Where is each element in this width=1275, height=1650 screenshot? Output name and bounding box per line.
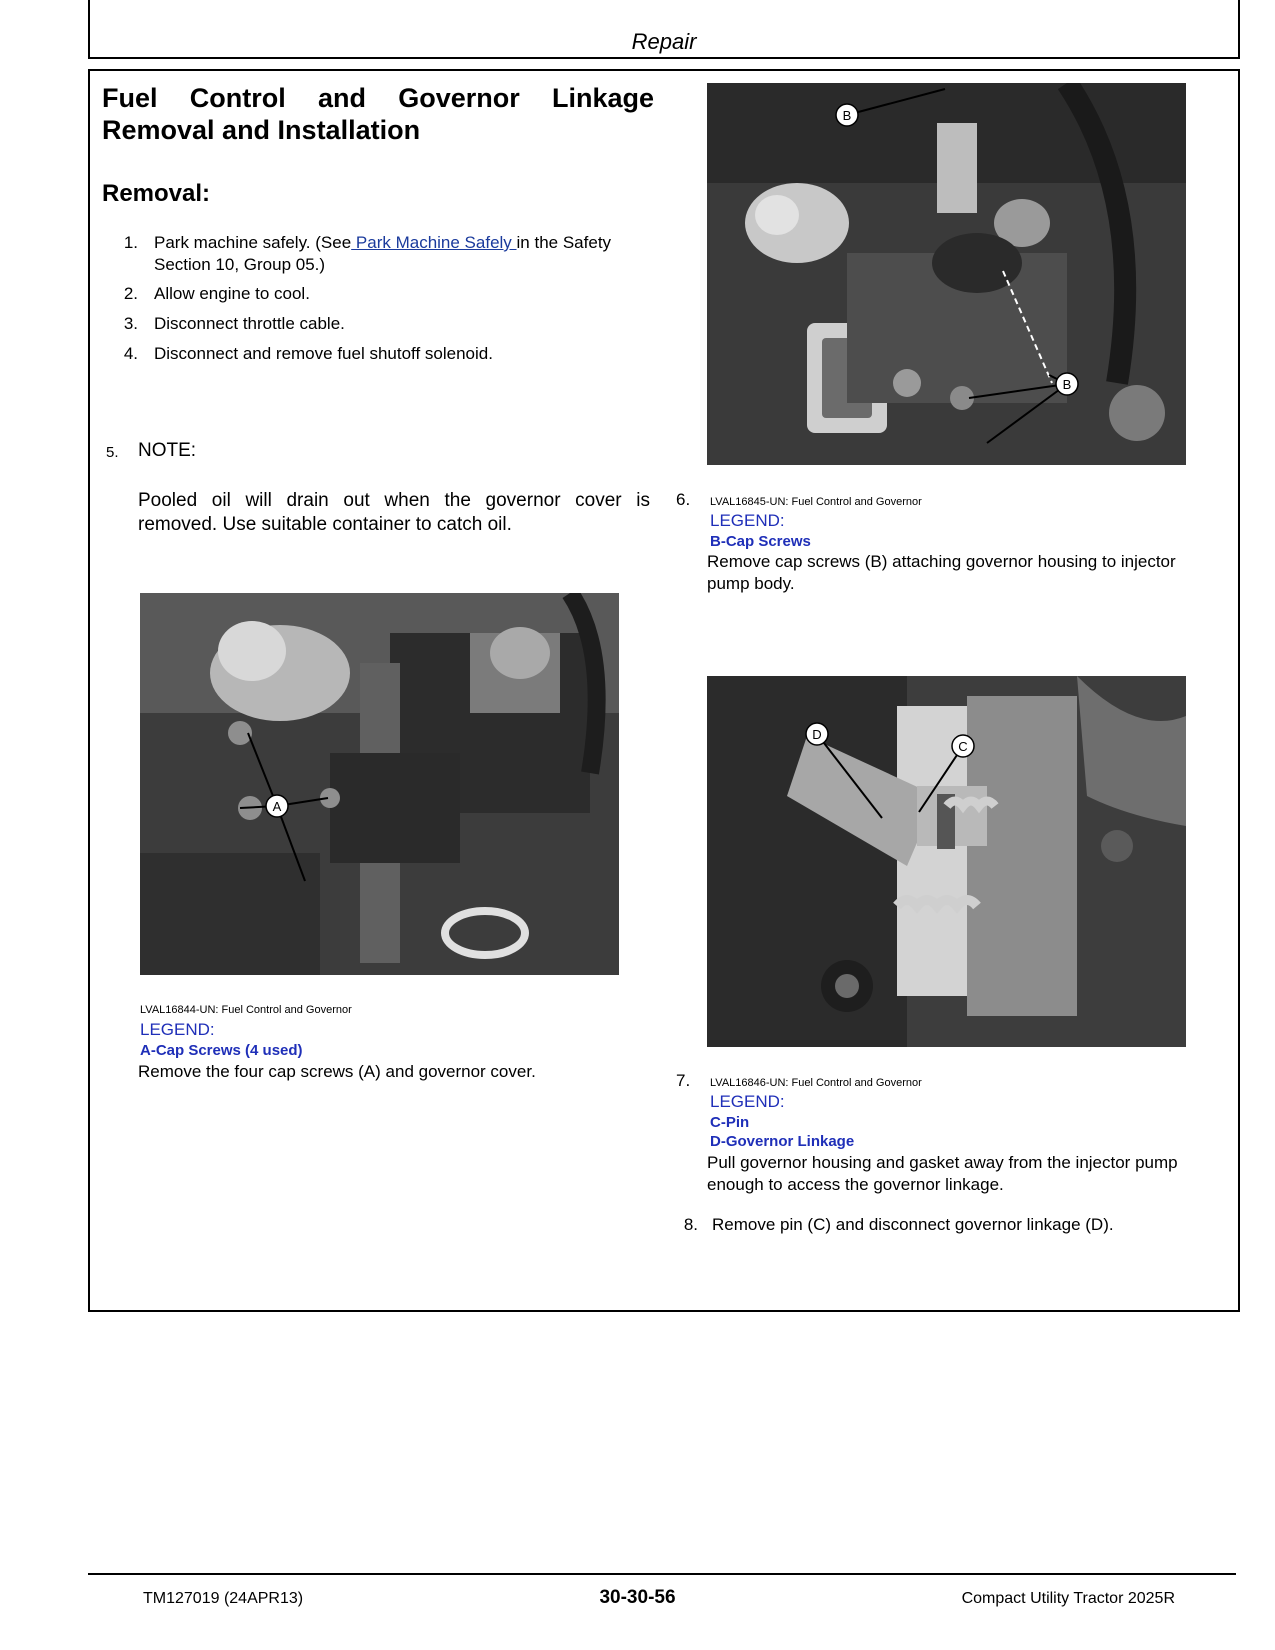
note-text: Pooled oil will drain out when the governor cover is removed. Use suitable container to catch oil. [138,490,650,535]
engine-photo-c [707,676,1186,1047]
page-header [88,0,1240,59]
callout-c: C [958,739,968,754]
figure-c-legend-item-c: C-Pin [710,1114,750,1131]
engine-photo-b [707,83,1186,465]
callout-a: A [272,799,282,814]
step-1 [112,232,652,278]
figure-c-caption-id: LVAL16846-UN: Fuel Control and Governor [710,1077,922,1089]
step-8: 8. Remove pin (C) and disconnect governor linkage (D). [683,1215,1114,1234]
engine-photo-a [140,593,619,975]
figure-c-legend-title: LEGEND: [710,1092,785,1111]
figure-b-caption-id: LVAL16845-UN: Fuel Control and Governor [710,496,922,508]
note-label: NOTE: [138,440,197,461]
footer-page-number: 30-30-56 [599,1587,676,1608]
footer-doc-id: TM127019 (24APR13) [143,1590,304,1607]
figure-b-legend-item: B-Cap Screws [710,533,811,550]
figure-c-legend-item-d: D-Governor Linkage [710,1133,855,1150]
figure-b-description: Remove cap screws (B) attaching governor housing to injector pump body. [707,552,1176,593]
section-title: Repair [631,29,697,54]
figure-c-description: Pull governor housing and gasket away from the injector pump enough to access the governor linkage. [707,1153,1178,1194]
step-2: 2. Allow engine to cool. [123,284,310,303]
park-machine-safely-link[interactable]: Park Machine Safely [351,233,517,252]
figure-b-legend-title: LEGEND: [710,511,785,530]
step-3: 3. Disconnect throttle cable. [123,314,345,333]
footer-product: Compact Utility Tractor 2025R [961,1590,1175,1607]
figure-a-description: Remove the four cap screws (A) and governor cover. [138,1062,536,1081]
step-number: 1. [123,233,138,252]
step-text: Park machine safely. (See Park Machine Safely in the Safety Section 10, Group 05.) [154,233,612,274]
figure-b-step-number: 6. [676,490,691,509]
step-4: 4. Disconnect and remove fuel shutoff solenoid. [123,344,493,363]
figure-a-legend-title: LEGEND: [140,1020,215,1039]
figure-a-legend-item: A-Cap Screws (4 used) [140,1042,303,1059]
subtitle: Removal: [102,180,211,207]
page-title: Fuel Control and Governor Linkage Removal and Installation [102,83,654,145]
figure-c-step-number: 7. [676,1071,691,1090]
callout-d: D [812,727,822,742]
callout-b-bottom: B [1062,377,1072,392]
figure-a-caption-id: LVAL16844-UN: Fuel Control and Governor [140,1004,352,1016]
note-number: 5. [106,444,119,461]
callout-b-top: B [842,108,852,123]
footer-divider [88,1573,1236,1575]
